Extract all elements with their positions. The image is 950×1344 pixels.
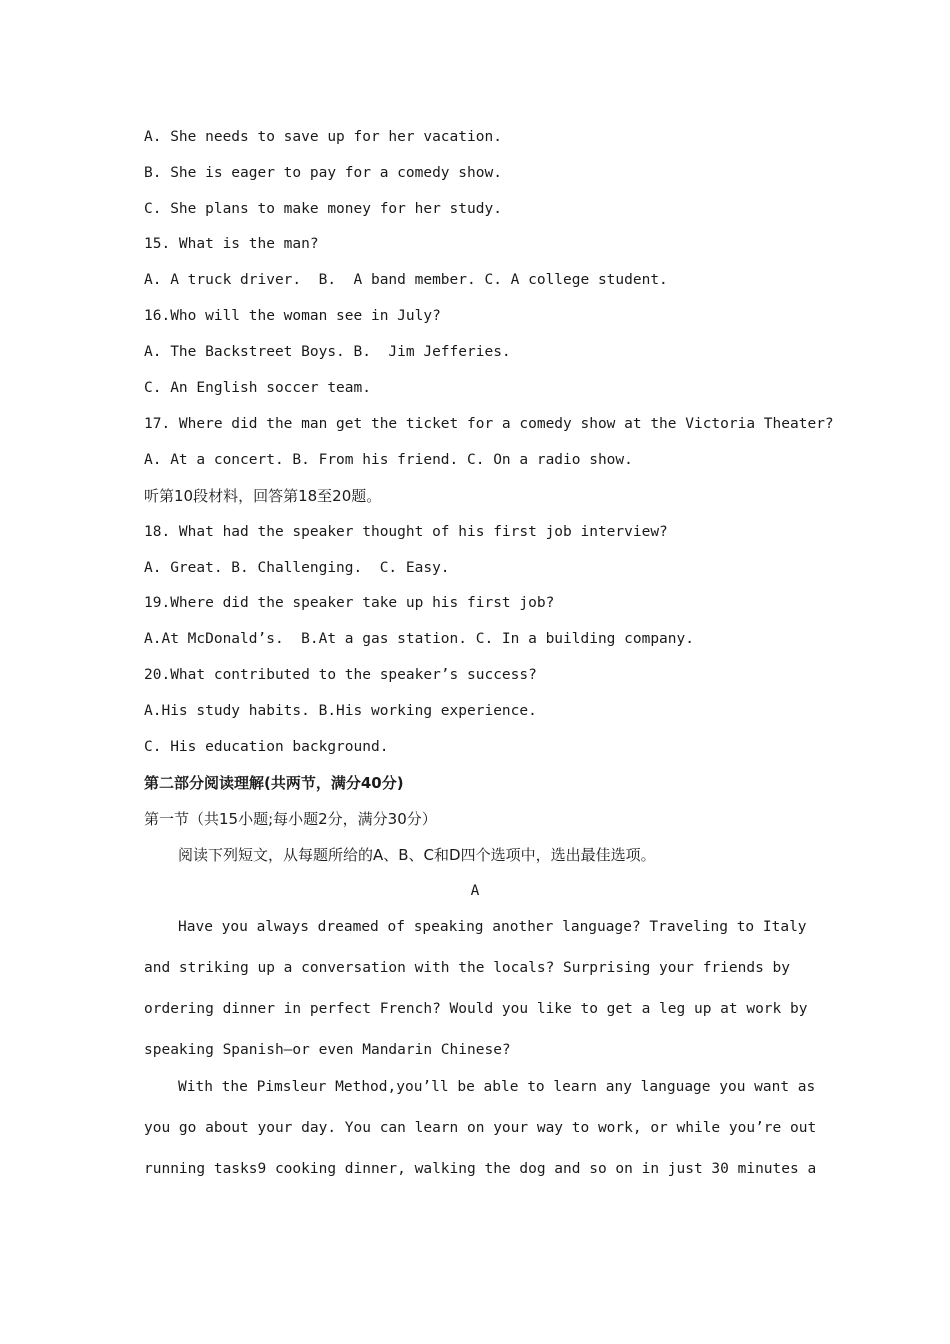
question-20: 20.What contributed to the speaker’s success?: [144, 667, 537, 683]
options-20-ab: A.His study habits. B.His working experience.: [144, 703, 537, 719]
passage-line: Have you always dreamed of speaking another language? Traveling to Italy: [178, 919, 807, 935]
options-15: A. A truck driver. B. A band member. C. A college student.: [144, 272, 668, 288]
option-14c: C. She plans to make money for her study.: [144, 201, 502, 217]
options-19: A.At McDonald’s. B.At a gas station. C. In a building company.: [144, 631, 694, 647]
options-17: A. At a concert. B. From his friend. C. On a radio show.: [144, 452, 633, 468]
part-two-heading: 第二部分阅读理解(共两节，满分40分): [144, 774, 404, 792]
options-18: A. Great. B. Challenging. C. Easy.: [144, 560, 450, 576]
question-15: 15. What is the man?: [144, 236, 319, 252]
passage-line: running tasks9 cooking dinner, walking the dog and so on in just 30 minutes a: [144, 1161, 817, 1177]
option-20c: C. His education background.: [144, 739, 389, 755]
question-18: 18. What had the speaker thought of his first job interview?: [144, 524, 668, 540]
option-16c: C. An English soccer team.: [144, 380, 371, 396]
options-16-ab: A. The Backstreet Boys. B. Jim Jefferies.: [144, 344, 511, 360]
option-14a: A. She needs to save up for her vacation.: [144, 129, 502, 145]
passage-line: speaking Spanish—or even Mandarin Chinese?: [144, 1042, 511, 1058]
question-16: 16.Who will the woman see in July?: [144, 308, 441, 324]
passage-line: and striking up a conversation with the locals? Surprising your friends by: [144, 960, 791, 976]
section-instruction-10: 听第10段材料，回答第18至20题。: [144, 487, 382, 505]
passage-line: With the Pimsleur Method,you’ll be able to learn any language you want as: [178, 1079, 816, 1095]
question-19: 19.Where did the speaker take up his first job?: [144, 595, 555, 611]
passage-line: you go about your day. You can learn on your way to work, or while you’re out: [144, 1120, 817, 1136]
option-14b: B. She is eager to pay for a comedy show.: [144, 165, 502, 181]
passage-line: ordering dinner in perfect French? Would you like to get a leg up at work by: [144, 1001, 808, 1017]
reading-instruction: 阅读下列短文，从每题所给的A、B、C和D四个选项中，选出最佳选项。: [178, 846, 656, 864]
question-17: 17. Where did the man get the ticket for a comedy show at the Victoria Theater?: [144, 416, 834, 432]
section-one-heading: 第一节（共15小题;每小题2分，满分30分）: [144, 810, 437, 828]
passage-label: A: [470, 883, 480, 899]
